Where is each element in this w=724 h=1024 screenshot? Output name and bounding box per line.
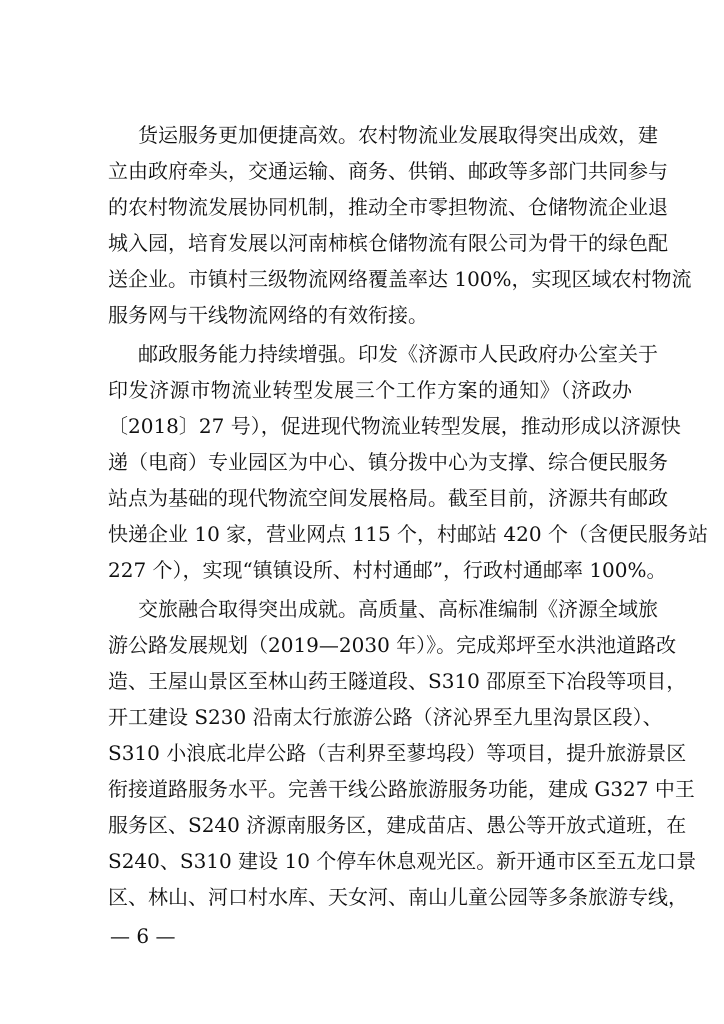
paragraph-3-line-9: 区、林山、河口村水库、天女河、南山儿童公园等多条旅游专线， xyxy=(108,885,688,909)
paragraph-3-line-8: S240、S310 建设 10 个停车休息观光区。新开通市区至五龙口景 xyxy=(108,849,697,873)
page-number: — 6 — xyxy=(110,924,176,948)
paragraph-2-line-4: 递（电商）专业园区为中心、镇分拨中心为支撑、综合便民服务 xyxy=(108,450,668,474)
paragraph-2-line-1: 邮政服务能力持续增强。印发《济源市人民政府办公室关于 xyxy=(138,342,658,366)
paragraph-3-line-4: 开工建设 S230 沿南太行旅游公路（济沁界至九里沟景区段）、 xyxy=(108,705,663,729)
paragraph-3-line-1: 交旅融合取得突出成就。高质量、高标准编制《济源全域旅 xyxy=(138,597,658,621)
paragraph-2-line-7: 227 个），实现“镇镇设所、村村通邮”，行政村通邮率 100%。 xyxy=(108,558,667,582)
paragraph-2-line-6: 快递企业 10 家，营业网点 115 个，村邮站 420 个（含便民服务站 xyxy=(108,522,708,546)
paragraph-1-line-4: 城入园，培育发展以河南柿槟仓储物流有限公司为骨干的绿色配 xyxy=(108,231,668,255)
paragraph-1-line-5: 送企业。市镇村三级物流网络覆盖率达 100%，实现区域农村物流 xyxy=(108,267,692,291)
paragraph-1-line-2: 立由政府牵头，交通运输、商务、供销、邮政等多部门共同参与 xyxy=(108,159,668,183)
paragraph-1-line-6: 服务网与干线物流网络的有效衔接。 xyxy=(108,303,428,327)
paragraph-2-line-3: 〔2018〕27 号），促进现代物流业转型发展，推动形成以济源快 xyxy=(108,414,681,438)
paragraph-1-line-3: 的农村物流发展协同机制，推动全市零担物流、仓储物流企业退 xyxy=(108,195,668,219)
paragraph-3-line-7: 服务区、S240 济源南服务区，建成苗店、愚公等开放式道班，在 xyxy=(108,813,687,837)
paragraph-1-line-1: 货运服务更加便捷高效。农村物流业发展取得突出成效，建 xyxy=(138,123,658,147)
paragraph-3-line-5: S310 小浪底北岸公路（吉利界至蓼坞段）等项目，提升旅游景区 xyxy=(108,741,687,765)
paragraph-2-line-2: 印发济源市物流业转型发展三个工作方案的通知》（济政办 xyxy=(108,378,632,402)
paragraph-2-line-5: 站点为基础的现代物流空间发展格局。截至目前，济源共有邮政 xyxy=(108,486,668,510)
paragraph-3-line-3: 造、王屋山景区至林山药王隧道段、S310 邵原至下冶段等项目， xyxy=(108,669,687,693)
paragraph-3-line-2: 游公路发展规划（2019—2030 年）》。完成郑坪至水洪池道路改 xyxy=(108,633,677,657)
paragraph-3-line-6: 衔接道路服务水平。完善干线公路旅游服务功能，建成 G327 中王 xyxy=(108,777,695,801)
